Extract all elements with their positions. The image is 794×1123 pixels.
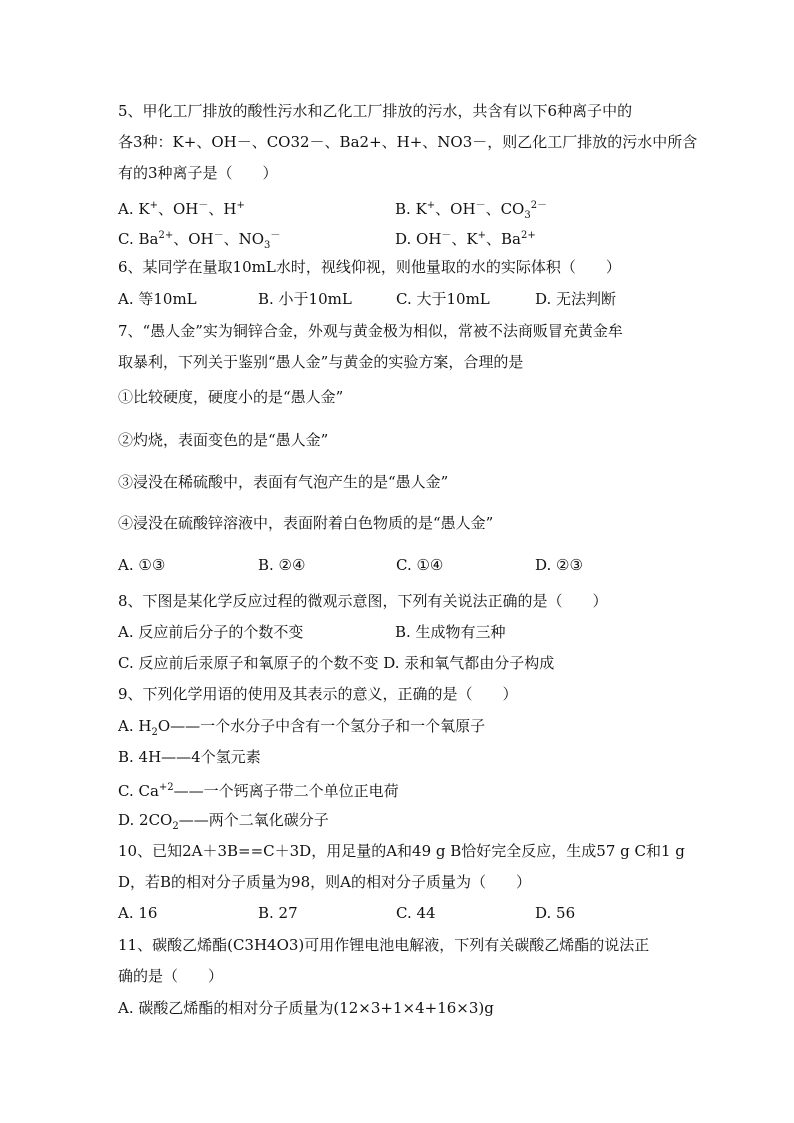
q10-option-c: C. 44 xyxy=(396,904,436,922)
q11-stem-line2: 确的是（ ） xyxy=(118,967,224,985)
q8-option-a: A. 反应前后分子的个数不变 xyxy=(118,623,304,641)
q10-stem-line2: D，若B的相对分子质量为98，则A的相对分子质量为（ ） xyxy=(118,873,531,891)
q10-option-d: D. 56 xyxy=(535,904,576,922)
q5-stem-line1: 5、甲化工厂排放的酸性污水和乙化工厂排放的污水，共含有以下6种离子中的 xyxy=(118,102,633,120)
q5-stem-line3: 有的3种离子是（ ） xyxy=(118,164,278,182)
q9-option-b: B. 4H——4个氢元素 xyxy=(118,748,261,766)
q11-option-a: A. 碳酸乙烯酯的相对分子质量为(12×3+1×4+16×3)g xyxy=(118,999,494,1017)
q7-option-a: A. ①③ xyxy=(118,556,166,574)
q7-option-b: B. ②④ xyxy=(258,556,306,574)
q7-option-c: C. ①④ xyxy=(396,556,444,574)
q5-stem-line2: 各3种：K+、OH－、CO32－、Ba2+、H+、NO3－，则乙化工厂排放的污水中所含 xyxy=(118,133,698,151)
q7-stem-line1: 7、“愚人金”实为铜锌合金，外观与黄金极为相似，常被不法商贩冒充黄金牟 xyxy=(118,322,623,340)
q9-stem: 9、下列化学用语的使用及其表示的意义，正确的是（ ） xyxy=(118,685,518,703)
q6-option-d: D. 无法判断 xyxy=(535,290,617,308)
q7-item-4: ④浸没在硫酸锌溶液中，表面附着白色物质的是“愚人金” xyxy=(118,514,494,532)
q7-item-1: ①比较硬度，硬度小的是“愚人金” xyxy=(118,388,344,406)
q7-stem-line2: 取暴利，下列关于鉴别“愚人金”与黄金的实验方案，合理的是 xyxy=(118,353,524,371)
q5-option-c: C. $Ba^{2+}$、OH－、$NO_3^-$ xyxy=(118,230,281,251)
q6-option-a: A. 等10mL xyxy=(118,290,197,308)
q6-stem: 6、某同学在量取10mL水时，视线仰视，则他量取的水的实际体积（ ） xyxy=(118,258,621,276)
q9-option-a: A. $H_2O——$一个水分子中含有一个氢分子和一个氧原子 xyxy=(118,717,486,738)
q7-option-d: D. ②③ xyxy=(535,556,583,574)
q5-option-a: A. K+、OH－、H+ xyxy=(118,200,245,218)
q5-option-d: D. OH－、K+、$Ba^{2+}$ xyxy=(395,230,536,248)
q9-option-d: D. $2CO_2——$两个二氧化碳分子 xyxy=(118,811,329,832)
q8-option-b: B. 生成物有三种 xyxy=(395,623,506,641)
q10-stem-line1: 10、已知2A＋3B==C＋3D，用足量的A和49 g B恰好完全反应，生成57 g C和1 g xyxy=(118,842,685,860)
q8-stem: 8、下图是某化学反应过程的微观示意图，下列有关说法正确的是（ ） xyxy=(118,592,608,610)
q10-option-b: B. 27 xyxy=(258,904,298,922)
q6-option-b: B. 小于10mL xyxy=(258,290,352,308)
q6-option-c: C. 大于10mL xyxy=(396,290,490,308)
q5-option-b: B. K+、OH－、$CO_3^{2-}$ xyxy=(395,200,548,221)
q10-option-a: A. 16 xyxy=(118,904,158,922)
q7-item-3: ③浸没在稀硫酸中，表面有气泡产生的是“愚人金” xyxy=(118,473,449,491)
q8-option-cd: C. 反应前后汞原子和氧原子的个数不变 D. 汞和氧气都由分子构成 xyxy=(118,654,555,672)
q7-item-2: ②灼烧，表面变色的是“愚人金” xyxy=(118,431,329,449)
q11-stem-line1: 11、碳酸乙烯酯(C3H4O3)可用作锂电池电解液，下列有关碳酸乙烯酯的说法正 xyxy=(118,936,650,954)
q9-option-c: C. $Ca^{+2}——$一个钙离子带二个单位正电荷 xyxy=(118,782,399,800)
